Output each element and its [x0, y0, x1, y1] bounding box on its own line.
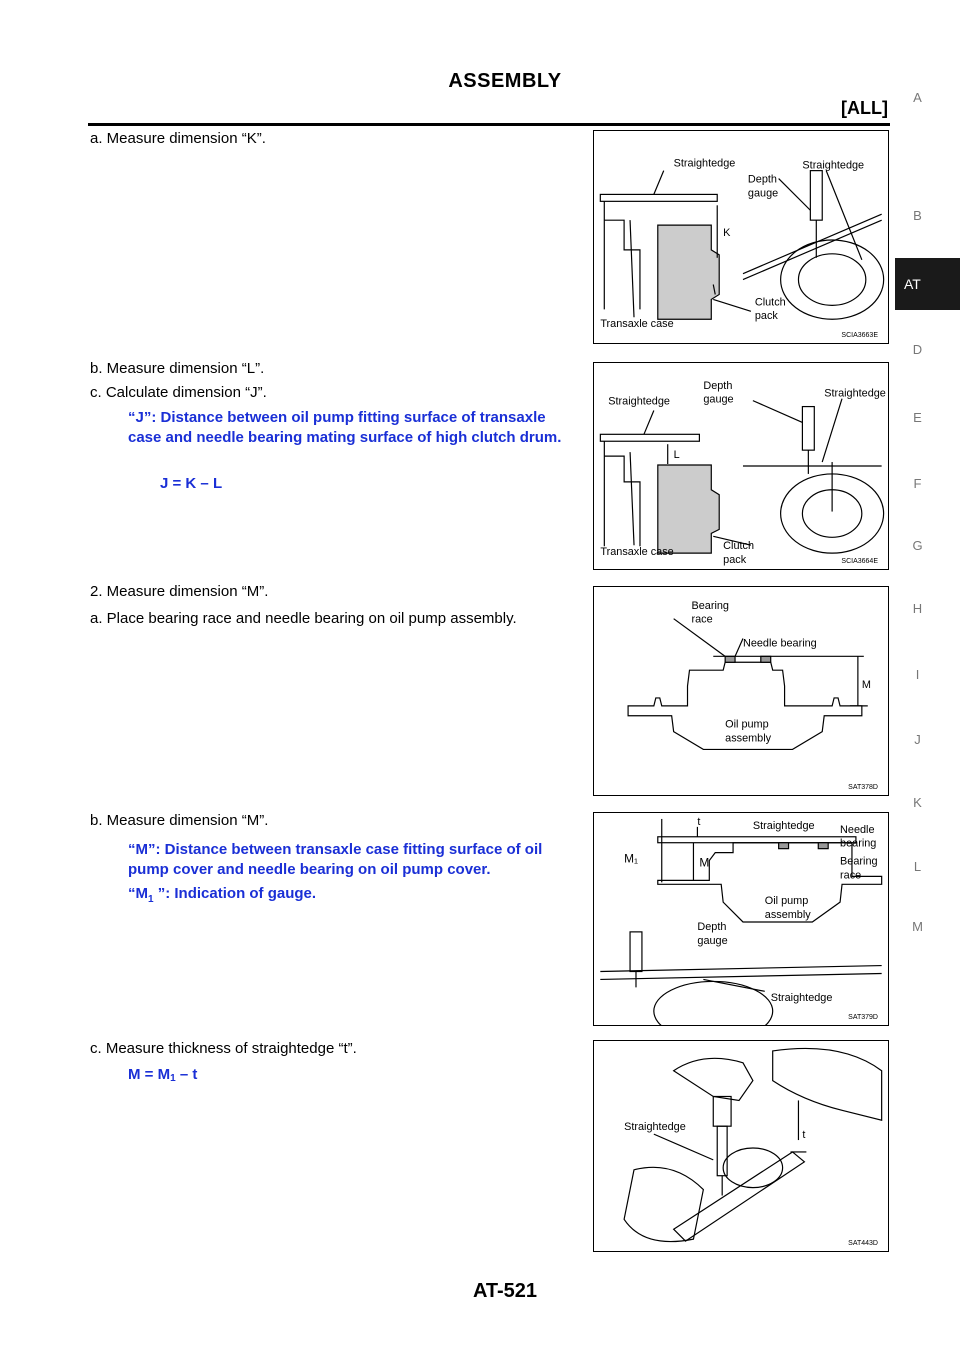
index-letter-b[interactable]: B — [913, 208, 922, 223]
formula-j: J = K – L — [160, 475, 223, 492]
label-needle-bearing-line2: bearing — [840, 837, 877, 850]
index-letter-i[interactable]: I — [915, 667, 920, 682]
label-straightedge-bottom: Straightedge — [770, 992, 833, 1005]
label-t: t — [697, 815, 701, 828]
label-oil-pump-line2: assembly — [764, 909, 811, 922]
side-index — [895, 0, 960, 1358]
label-needle-bearing: Needle bearing — [742, 637, 817, 650]
figure-id: SAT379D — [848, 1014, 878, 1021]
figure-oil-pump-bearing — [593, 586, 889, 796]
label-oil-pump-line1: Oil pump — [725, 718, 769, 731]
label-needle-bearing-line1: Needle — [840, 823, 875, 836]
section-tag: [ALL] — [841, 98, 888, 118]
label-clutch-line2: pack — [723, 554, 747, 567]
label-oil-pump-line2: assembly — [725, 732, 772, 745]
label-bearing-race-line1: Bearing — [691, 599, 729, 612]
label-depth-line1: Depth — [703, 379, 733, 392]
label-m1: M₁ — [624, 851, 639, 866]
figure-measure-k-drawing — [594, 131, 888, 343]
index-letter-a[interactable]: A — [913, 90, 922, 105]
step-b-measure-m: b. Measure dimension “M”. — [90, 812, 269, 829]
index-letter-g[interactable]: G — [912, 538, 923, 553]
index-letter-d[interactable]: D — [912, 342, 923, 357]
step-a-place-bearing: a. Place bearing race and needle bearing on oil pump assembly. — [90, 610, 517, 627]
label-transaxle-case: Transaxle case — [600, 318, 674, 331]
figure-measure-l-drawing — [594, 363, 888, 569]
page-number: AT-521 — [472, 1280, 538, 1302]
figure-id: SAT378D — [848, 784, 878, 791]
figure-measure-m1-drawing — [594, 813, 888, 1025]
label-straightedge-right: Straightedge — [802, 159, 865, 172]
label-straightedge-left: Straightedge — [673, 157, 736, 170]
label-depth-line2: gauge — [703, 393, 734, 406]
label-bearing-race-line2: race — [691, 613, 713, 626]
step-b-measure-l: b. Measure dimension “L”. — [90, 360, 265, 377]
step-c-calculate-j: c. Calculate dimension “J”. — [90, 384, 267, 401]
page-title: ASSEMBLY — [448, 70, 562, 92]
note-j-definition: “J”: Distance between oil pump fitting surface of transaxle case and needle bearing mating surface of high clutch drum. — [128, 409, 562, 446]
label-oil-pump-line1: Oil pump — [764, 895, 809, 908]
label-bearing-race-line1: Bearing — [840, 855, 878, 868]
index-letter-l[interactable]: L — [913, 859, 922, 874]
label-clutch-line2: pack — [754, 310, 778, 323]
index-letter-f[interactable]: F — [913, 476, 922, 491]
label-depth-line2: gauge — [697, 934, 728, 947]
figure-id: SAT443D — [848, 1240, 878, 1247]
label-straightedge-left: Straightedge — [608, 395, 670, 408]
label-k: K — [723, 227, 731, 240]
index-letter-k[interactable]: K — [913, 795, 922, 810]
label-clutch-line1: Clutch — [754, 296, 786, 309]
index-letter-h[interactable]: H — [912, 601, 923, 616]
label-t: t — [802, 1129, 806, 1142]
figure-measure-k — [593, 130, 889, 344]
figure-measure-t-drawing — [594, 1041, 888, 1251]
label-straightedge: Straightedge — [624, 1121, 686, 1134]
formula-m: $M = M_1 - t$ — [128, 1066, 198, 1084]
label-clutch-line1: Clutch — [723, 540, 755, 553]
figure-id: SCIA3663E — [841, 332, 878, 339]
label-depth-line1: Depth — [697, 920, 727, 933]
step-c-measure-t: c. Measure thickness of straightedge “t”. — [90, 1040, 357, 1057]
figure-measure-t — [593, 1040, 889, 1252]
label-l: L — [673, 449, 680, 462]
label-bearing-race-line2: race — [840, 869, 862, 882]
note-m-definition: “M”: Distance between transaxle case fitting surface of oil pump cover and needle bearing on oil pump cover. — [128, 841, 543, 878]
label-straightedge-right: Straightedge — [824, 387, 886, 400]
figure-measure-m1 — [593, 812, 889, 1026]
label-m: M — [699, 855, 710, 870]
header-rule — [88, 123, 890, 126]
index-letter-at-active[interactable]: AT — [895, 258, 960, 310]
index-letter-j[interactable]: J — [914, 732, 921, 747]
note-m1-definition: “$M_1$ ”: Indication of gauge. — [128, 885, 317, 905]
figure-oil-pump-bearing-drawing — [594, 587, 888, 795]
figure-measure-l — [593, 362, 889, 570]
label-transaxle-case: Transaxle case — [600, 546, 674, 559]
index-letter-m[interactable]: M — [912, 919, 923, 934]
label-m: M — [861, 679, 871, 692]
figure-id: SCIA3664E — [841, 558, 878, 565]
label-depth-line1: Depth — [747, 173, 777, 186]
step-a-measure-k: a. Measure dimension “K”. — [90, 130, 266, 147]
step-2-measure-m: 2. Measure dimension “M”. — [90, 583, 269, 600]
label-depth-line2: gauge — [747, 187, 779, 200]
index-letter-e[interactable]: E — [913, 410, 922, 425]
label-straightedge-top: Straightedge — [752, 819, 815, 832]
